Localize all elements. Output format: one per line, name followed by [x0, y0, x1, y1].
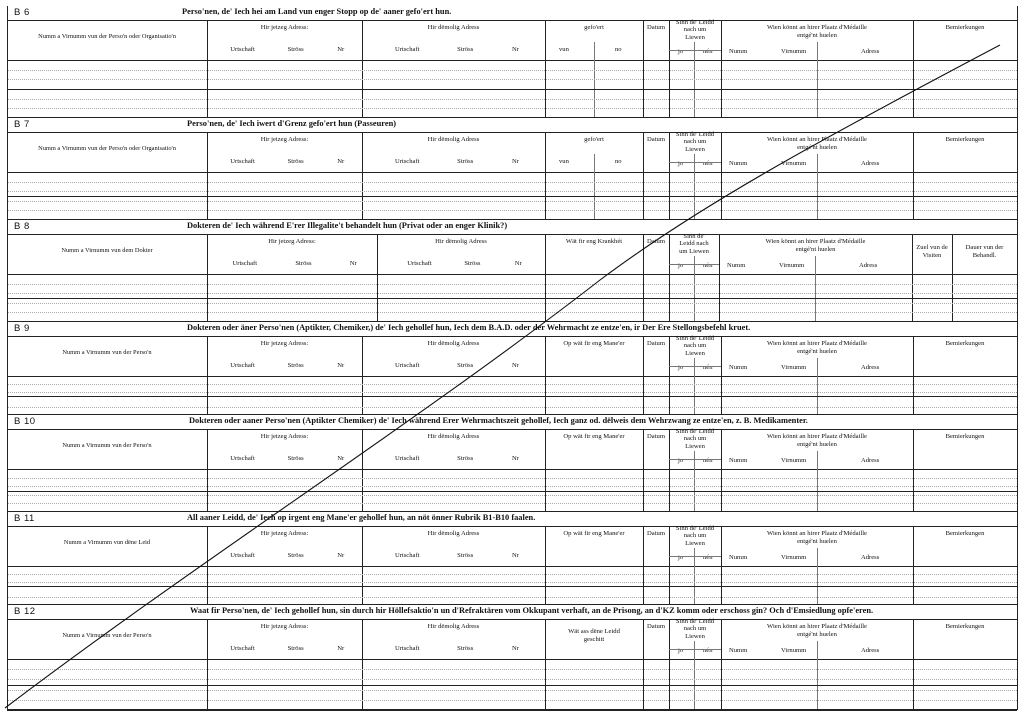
address-subheader: Adress	[861, 160, 880, 167]
row-divider	[7, 298, 1017, 299]
name-column-header: Numm a Virnumm vun der Perso'n	[62, 349, 152, 356]
section-title-row	[7, 322, 1017, 337]
section-code: B 11	[14, 513, 35, 524]
address-subheader: Adress	[859, 262, 878, 269]
row-divider	[7, 396, 1017, 397]
middle-column-header: Wät ass dëne Leidd geschitt	[568, 628, 620, 643]
entry-guideline	[7, 669, 1017, 670]
current-address-header: Hir jetzeg Adress:	[268, 238, 316, 245]
street-subheader: Ströss	[457, 46, 474, 53]
header-subrule	[669, 50, 721, 51]
section-left-border	[7, 118, 8, 220]
medal-recipient-header: Wien könnt an hirer Plaatz d'Médaille entgé'nt huelen	[767, 433, 867, 448]
street-subheader: Ströss	[457, 552, 474, 559]
street-subheader: Ströss	[464, 260, 481, 267]
column-divider	[643, 619, 644, 710]
current-address-header: Hir jetzeg Adress:	[260, 433, 309, 440]
alive-header: Sinn de' Leidd nach um Liewen	[675, 19, 715, 41]
section-right-border	[1017, 605, 1018, 710]
alive-header: Sinn de' Leidd nach um Liewen	[675, 428, 715, 450]
surname-subheader: Numm	[727, 262, 746, 269]
duration-header: Dauer vun der Behandl.	[965, 244, 1004, 259]
surname-subheader: Numm	[729, 457, 748, 464]
column-divider	[643, 132, 644, 220]
town-subheader: Urtschaft	[394, 455, 420, 462]
section-title: Dokteren de' Iech während E'rer Illegalite't behandelt hun (Privat oder an enger Klinik?)	[187, 221, 508, 230]
column-divider	[721, 20, 722, 118]
date-header: Datum	[647, 433, 665, 440]
town-subheader: Urtschaft	[407, 260, 432, 267]
section-bottom-rule	[7, 709, 1017, 710]
section-title: Perso'nen, de' Iech hei am Land vun enger Stopp op de' aaner gefo'ert hun.	[182, 7, 452, 16]
column-divider	[669, 429, 670, 512]
entry-guideline	[7, 182, 1017, 183]
section-left-border	[7, 322, 8, 415]
middle-column-header: Wät fir eng Krankhét	[565, 238, 623, 245]
no-subheader: nén	[703, 48, 713, 55]
street-subheader: Ströss	[457, 362, 474, 369]
entry-guideline	[7, 503, 1017, 504]
yes-subheader: jo	[678, 554, 684, 561]
visits-header: Zuel vun de Visiten	[916, 244, 948, 259]
column-divider	[669, 526, 670, 605]
form-section-b11	[7, 512, 1017, 605]
entry-guideline	[7, 191, 1017, 192]
date-header: Datum	[647, 24, 665, 31]
section-code: B 12	[14, 606, 36, 617]
entry-guideline	[7, 392, 1017, 393]
column-header-row	[7, 20, 1017, 61]
town-subheader: Urtschaft	[230, 362, 255, 369]
entry-guideline	[7, 597, 1017, 598]
entry-guideline	[7, 690, 1017, 691]
column-divider	[912, 234, 913, 322]
row-divider	[7, 196, 1017, 197]
town-subheader: Urtschaft	[394, 362, 420, 369]
number-subheader: Nr	[512, 46, 520, 53]
remarks-header: Bemierkungen	[945, 136, 985, 143]
no-subheader: nén	[703, 160, 713, 167]
address-subheader: Adress	[861, 647, 880, 654]
street-subheader: Ströss	[287, 46, 304, 53]
yes-subheader: jo	[678, 457, 684, 464]
section-left-border	[7, 605, 8, 710]
number-subheader: Nr	[512, 645, 520, 652]
column-divider	[207, 132, 208, 220]
column-divider	[721, 336, 722, 415]
section-code: B 10	[14, 416, 36, 427]
column-divider	[545, 336, 546, 415]
street-subheader: Ströss	[457, 158, 474, 165]
former-address-header: Hir dëmolig Adress	[427, 433, 480, 440]
section-right-border	[1017, 6, 1018, 118]
name-column-header: Numm a Virnumm vun der Perso'n	[62, 632, 152, 639]
column-divider	[669, 234, 670, 322]
column-divider	[207, 20, 208, 118]
medal-recipient-header: Wien könnt an hirer Plaatz d'Médaille entgé'nt huelen	[767, 136, 867, 151]
entry-guideline	[7, 582, 1017, 583]
column-divider	[913, 429, 914, 512]
date-header: Datum	[647, 136, 665, 143]
former-address-header: Hir dëmolig Adress	[427, 136, 480, 143]
section-right-border	[1017, 415, 1018, 512]
entry-guideline	[7, 210, 1017, 211]
section-title-row	[7, 605, 1017, 620]
remarks-header: Bemierkungen	[945, 530, 985, 537]
town-subheader: Urtschaft	[394, 552, 420, 559]
number-subheader: Nr	[337, 455, 345, 462]
medal-recipient-header: Wien könnt an hirer Plaatz d'Médaille entgé'nt huelen	[767, 24, 867, 39]
street-subheader: Ströss	[287, 455, 304, 462]
to-subheader: no	[615, 46, 622, 53]
yes-subheader: jo	[678, 647, 684, 654]
firstname-subheader: Virnumm	[781, 364, 807, 371]
section-right-border	[1017, 322, 1018, 415]
from-subheader: vun	[559, 46, 569, 53]
date-header: Datum	[647, 530, 665, 537]
address-subheader: Adress	[861, 48, 880, 55]
subcolumn-divider	[594, 42, 595, 118]
header-subrule	[669, 264, 719, 265]
column-divider	[207, 619, 208, 710]
number-subheader: Nr	[512, 552, 520, 559]
number-subheader: Nr	[349, 260, 357, 267]
middle-column-header: Op wät fir eng Mane'er	[563, 340, 625, 347]
alive-header: Sinn de' Leidd nach um Liewen	[675, 618, 715, 640]
header-subrule	[669, 366, 721, 367]
column-divider	[377, 234, 378, 322]
subcolumn-divider	[694, 42, 695, 118]
section-left-border	[7, 415, 8, 512]
column-divider	[643, 20, 644, 118]
column-divider	[362, 20, 363, 118]
street-subheader: Ströss	[287, 645, 304, 652]
column-divider	[207, 336, 208, 415]
former-address-header: Hir dëmolig Adress	[427, 623, 480, 630]
form-section-b6	[7, 6, 1017, 118]
middle-column-header: Op wät fir eng Mane'er	[563, 433, 625, 440]
middle-column-header: gefo'ert	[584, 136, 604, 143]
column-divider	[913, 336, 914, 415]
no-subheader: nén	[703, 364, 713, 371]
name-column-header: Numm a Virnumm vun dem Dokter	[61, 247, 153, 254]
town-subheader: Urtschaft	[230, 552, 255, 559]
section-title-row	[7, 512, 1017, 527]
medal-recipient-header: Wien könnt an hirer Plaatz d'Médaille entgé'nt huelen	[767, 623, 867, 638]
column-divider	[362, 526, 363, 605]
column-divider	[721, 619, 722, 710]
town-subheader: Urtschaft	[230, 158, 255, 165]
alive-header: Sinn de' Leidd nach um Liewen	[675, 131, 715, 153]
name-column-header: Numm a Virnumm vun der Perso'n oder Organisatio'n	[38, 33, 176, 40]
column-divider	[362, 336, 363, 415]
town-subheader: Urtschaft	[230, 455, 255, 462]
entry-guideline	[7, 293, 1017, 294]
column-divider	[545, 619, 546, 710]
name-column-header: Numm a Virnumm vun der Perso'n	[62, 442, 152, 449]
section-code: B 8	[14, 221, 30, 232]
column-divider	[643, 336, 644, 415]
row-divider	[7, 491, 1017, 492]
column-divider	[362, 429, 363, 512]
alive-header: Sinn de' Leidd nach um Liewen	[675, 525, 715, 547]
entry-guideline	[7, 478, 1017, 479]
column-divider	[719, 234, 720, 322]
town-subheader: Urtschaft	[394, 645, 420, 652]
number-subheader: Nr	[512, 158, 520, 165]
entry-guideline	[7, 303, 1017, 304]
section-title: All aaner Leidd, de' Iech op irgent eng Mane'er gehollef hun, an nöt önner Rubrik B1-B10 faalen.	[187, 513, 536, 522]
column-divider	[545, 132, 546, 220]
medal-recipient-header: Wien könnt an hirer Plaatz d'Médaille entgé'nt huelen	[767, 340, 867, 355]
street-subheader: Ströss	[295, 260, 312, 267]
former-address-header: Hir dëmolig Adress	[427, 530, 480, 537]
street-subheader: Ströss	[287, 362, 304, 369]
column-divider	[545, 526, 546, 605]
form-section-b8	[7, 220, 1017, 322]
entry-guideline	[7, 284, 1017, 285]
column-divider	[545, 234, 546, 322]
column-divider	[207, 526, 208, 605]
column-header-row	[7, 619, 1017, 660]
column-divider	[207, 429, 208, 512]
entry-guideline	[7, 679, 1017, 680]
town-subheader: Urtschaft	[232, 260, 258, 267]
entry-guideline	[7, 70, 1017, 71]
no-subheader: nén	[703, 554, 713, 561]
number-subheader: Nr	[337, 362, 345, 369]
firstname-subheader: Virnumm	[781, 160, 807, 167]
subcolumn-divider	[817, 42, 818, 118]
remarks-header: Bemierkungen	[945, 24, 985, 31]
address-subheader: Adress	[861, 554, 880, 561]
town-subheader: Urtschaft	[230, 645, 255, 652]
number-subheader: Nr	[512, 362, 520, 369]
entry-guideline	[7, 99, 1017, 100]
former-address-header: Hir dëmolig Adress	[435, 238, 487, 245]
row-divider	[7, 586, 1017, 587]
surname-subheader: Numm	[729, 364, 748, 371]
current-address-header: Hir jetzeg Adress:	[260, 340, 309, 347]
section-title: Dokteren oder äner Perso'nen (Aptikter, Chemiker,) de' Iech gehollef hun, Iech dem B.A.D. oder der Wehrmacht ze entze'en, ir Der Ere Stellongsbefehl kruet.	[187, 323, 751, 332]
column-header-row	[7, 526, 1017, 567]
entry-guideline	[7, 79, 1017, 80]
column-divider	[643, 526, 644, 605]
column-divider	[207, 234, 208, 322]
section-title-row	[7, 220, 1017, 235]
number-subheader: Nr	[337, 552, 345, 559]
medal-recipient-header: Wien könnt an hirer Plaatz d'Médaille entgé'nt huelen	[767, 530, 867, 545]
column-divider	[643, 234, 644, 322]
column-header-row	[7, 429, 1017, 470]
number-subheader: Nr	[337, 645, 345, 652]
column-divider	[913, 20, 914, 118]
no-subheader: nén	[703, 647, 713, 654]
column-divider	[545, 429, 546, 512]
number-subheader: Nr	[512, 455, 520, 462]
alive-header: Sinn de' Leidd nach um Liewen	[679, 233, 709, 255]
section-title-row	[7, 415, 1017, 430]
yes-subheader: jo	[678, 262, 684, 269]
column-divider	[545, 20, 546, 118]
column-divider	[913, 132, 914, 220]
former-address-header: Hir dëmolig Adress	[427, 340, 480, 347]
column-divider	[669, 132, 670, 220]
form-section-b9	[7, 322, 1017, 415]
row-divider	[7, 89, 1017, 90]
street-subheader: Ströss	[457, 455, 474, 462]
column-divider	[913, 619, 914, 710]
section-left-border	[7, 512, 8, 605]
alive-header: Sinn de' Leidd nach um Liewen	[675, 335, 715, 357]
column-divider	[669, 336, 670, 415]
surname-subheader: Numm	[729, 554, 748, 561]
yes-subheader: jo	[678, 160, 684, 167]
firstname-subheader: Virnumm	[781, 554, 807, 561]
column-header-row	[7, 132, 1017, 173]
current-address-header: Hir jetzeg Adress:	[260, 136, 309, 143]
column-divider	[643, 429, 644, 512]
town-subheader: Urtschaft	[394, 158, 420, 165]
no-subheader: nén	[703, 262, 713, 269]
column-divider	[913, 526, 914, 605]
date-header: Datum	[647, 238, 665, 245]
firstname-subheader: Virnumm	[779, 262, 805, 269]
entry-guideline	[7, 700, 1017, 701]
header-subrule	[669, 649, 721, 650]
column-header-row	[7, 234, 1017, 275]
column-divider	[721, 429, 722, 512]
entry-guideline	[7, 384, 1017, 385]
section-title: Dokteren oder aaner Perso'nen (Aptikter Chemiker) de' Iech während Erer Wehrmachtszeit gehollef, Iech ganz od. dëlweis dem Wehrzwang ze entze'en, z. B. Medikamenter.	[189, 416, 808, 425]
column-divider	[669, 619, 670, 710]
name-column-header: Numm a Virnumm vun dëne Leid	[63, 539, 151, 546]
header-subrule	[669, 459, 721, 460]
surname-subheader: Numm	[729, 647, 748, 654]
entry-guideline	[7, 486, 1017, 487]
column-divider	[362, 132, 363, 220]
current-address-header: Hir jetzeg Adress:	[260, 530, 309, 537]
section-right-border	[1017, 220, 1018, 322]
row-divider	[7, 685, 1017, 686]
surname-subheader: Numm	[729, 48, 748, 55]
firstname-subheader: Virnumm	[781, 647, 807, 654]
medal-recipient-header: Wien könnt an hirer Plaatz d'Médaille entgé'nt huelen	[765, 238, 866, 253]
street-subheader: Ströss	[287, 552, 304, 559]
form-section-b7	[7, 118, 1017, 220]
remarks-header: Bemierkungen	[945, 623, 985, 630]
section-title: Waat fir Perso'nen, de' Iech gehollef hun, sin durch hir Höllefsaktio'n un d'Refraktären vom Okkupant verhaft, an de Prisong, an d'KZ komm oder erschoss gin? Och d'Emsiedlung opfe'eren.	[190, 606, 874, 615]
street-subheader: Ströss	[457, 645, 474, 652]
date-header: Datum	[647, 340, 665, 347]
from-subheader: vun	[559, 158, 569, 165]
middle-column-header: Op wät fir eng Mane'er	[563, 530, 625, 537]
entry-guideline	[7, 201, 1017, 202]
address-subheader: Adress	[861, 457, 880, 464]
column-header-row	[7, 336, 1017, 377]
town-subheader: Urtschaft	[230, 46, 255, 53]
number-subheader: Nr	[337, 46, 345, 53]
entry-guideline	[7, 108, 1017, 109]
to-subheader: no	[615, 158, 622, 165]
column-divider	[362, 619, 363, 710]
entry-guideline	[7, 407, 1017, 408]
current-address-header: Hir jetzeg Adress:	[260, 623, 309, 630]
entry-guideline	[7, 574, 1017, 575]
remarks-header: Bemierkungen	[945, 433, 985, 440]
header-subrule	[669, 556, 721, 557]
address-subheader: Adress	[861, 364, 880, 371]
column-divider	[721, 526, 722, 605]
section-title: Perso'nen, de' Iech iwert d'Grenz gefo'ert hun (Passeuren)	[187, 119, 397, 128]
section-title-row	[7, 6, 1017, 21]
yes-subheader: jo	[678, 48, 684, 55]
number-subheader: Nr	[514, 260, 522, 267]
middle-column-header: gefo'ert	[584, 24, 604, 31]
section-left-border	[7, 220, 8, 322]
section-right-border	[1017, 512, 1018, 605]
firstname-subheader: Virnumm	[781, 457, 807, 464]
column-divider	[721, 132, 722, 220]
name-column-header: Numm a Virnumm vun der Perso'n oder Organisatio'n	[38, 145, 176, 152]
section-code: B 7	[14, 119, 30, 130]
surname-subheader: Numm	[729, 160, 748, 167]
column-divider	[669, 20, 670, 118]
section-title-row	[7, 118, 1017, 133]
remarks-header: Bemierkungen	[945, 340, 985, 347]
number-subheader: Nr	[337, 158, 345, 165]
section-code: B 9	[14, 323, 30, 334]
header-subrule	[669, 162, 721, 163]
column-divider	[952, 234, 953, 322]
section-left-border	[7, 6, 8, 118]
no-subheader: nén	[703, 457, 713, 464]
entry-guideline	[7, 495, 1017, 496]
firstname-subheader: Virnumm	[781, 48, 807, 55]
street-subheader: Ströss	[287, 158, 304, 165]
town-subheader: Urtschaft	[394, 46, 420, 53]
form-section-b10	[7, 415, 1017, 512]
section-right-border	[1017, 118, 1018, 220]
entry-guideline	[7, 312, 1017, 313]
section-code: B 6	[14, 7, 30, 18]
date-header: Datum	[647, 623, 665, 630]
current-address-header: Hir jetzeg Adress:	[260, 24, 309, 31]
former-address-header: Hir dëmolig Adress	[427, 24, 480, 31]
yes-subheader: jo	[678, 364, 684, 371]
form-section-b12	[7, 605, 1017, 711]
